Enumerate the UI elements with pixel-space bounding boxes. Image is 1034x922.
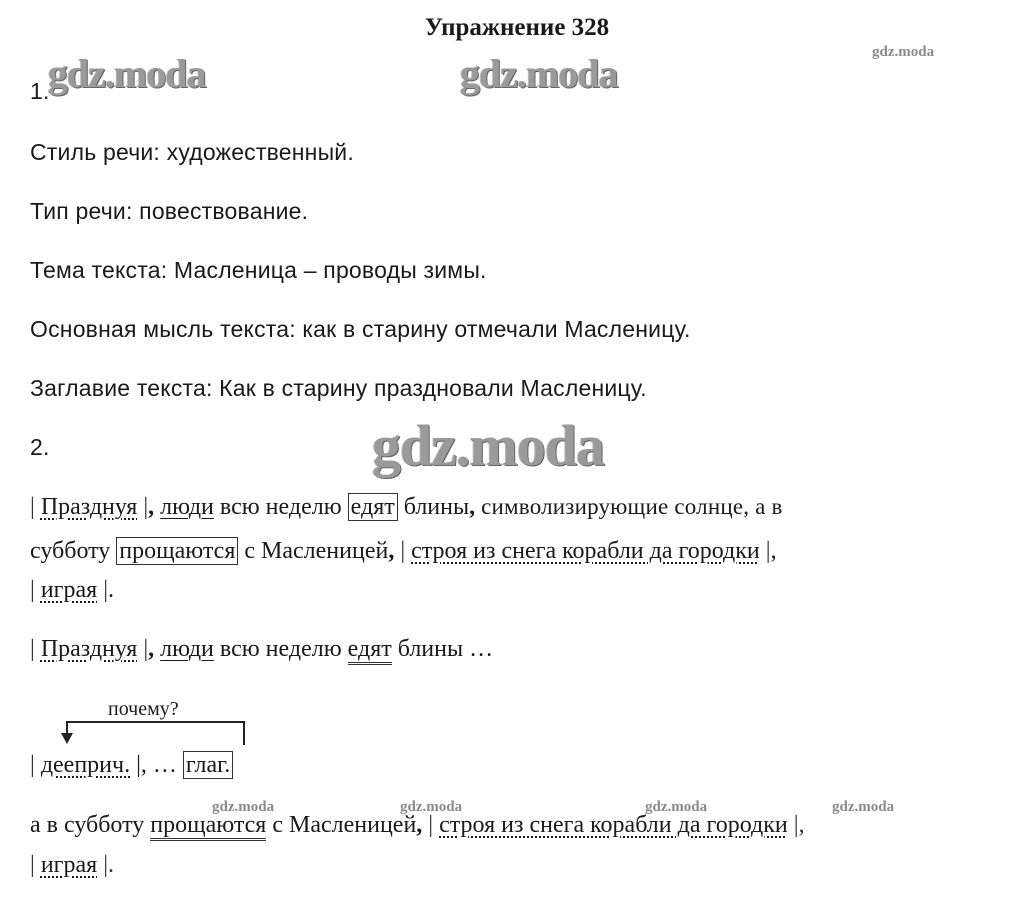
- comma-1: ,: [148, 494, 155, 520]
- word-proshchayutsya: прощаются: [116, 537, 238, 565]
- watermark-bottom-1: gdz.moda: [212, 799, 275, 815]
- scheme2-bar-open: |: [428, 812, 434, 838]
- diagram-deeprich: дееприч.: [40, 752, 131, 778]
- comma-end: ,: [770, 538, 777, 564]
- text-bliny: блины: [403, 494, 470, 520]
- scheme1-vsyu-nedelyu: всю неделю: [219, 636, 342, 662]
- text-s-maslenitsey: с Масленицей: [244, 538, 389, 564]
- word-edyat: едят: [348, 493, 398, 521]
- diagram-bar-open: |: [30, 752, 35, 778]
- scheme2-proshchayutsya: прощаются: [150, 812, 266, 841]
- scheme2-a-v-subbotu: а в субботу: [30, 812, 145, 838]
- participle-bar-close-2: |: [765, 538, 771, 564]
- section2-number: 2.: [30, 434, 50, 460]
- scheme2-stroya: строя из снега корабли да городки: [439, 812, 788, 838]
- heading-line: Заглавие текста: Как в старину праздновали Масленицу.: [30, 375, 647, 401]
- diagram-arrow-icon: [61, 733, 73, 744]
- word-prazdnuya: Празднуя: [40, 494, 138, 520]
- scheme3-end: |.: [103, 852, 115, 878]
- participle-bar-open: |: [30, 494, 35, 520]
- scheme3-igraya: играя: [40, 852, 98, 878]
- scheme-line-3: [30, 852, 114, 879]
- diagram-glag: глаг.: [183, 751, 233, 779]
- diagram-row: [30, 752, 233, 779]
- watermark-bottom-4: gdz.moda: [832, 799, 895, 815]
- type-line: Тип речи: повествование.: [30, 198, 309, 224]
- participle-bar-open-3: |: [30, 577, 35, 603]
- word-lyudi: люди: [160, 494, 214, 520]
- scheme-line-2: [30, 812, 805, 839]
- watermark-top-center: gdz.moda: [460, 51, 618, 96]
- diagram-ellipsis: |, …: [136, 752, 177, 778]
- participle-bar-open-2: |: [400, 538, 406, 564]
- comma-2: ,: [469, 494, 476, 520]
- watermark-bottom-3: gdz.moda: [645, 799, 708, 815]
- diagram-top-line: [66, 721, 243, 723]
- participle-bar-close: |: [143, 494, 149, 520]
- scheme1-bar-close: |: [143, 636, 149, 662]
- text-simvoliziruyushchie: символизирующие солнце, а в: [481, 494, 783, 519]
- watermark-middle: gdz.moda: [372, 413, 605, 478]
- theme-line: Тема текста: Масленица – проводы зимы.: [30, 257, 487, 283]
- scheme1-bar-open: |: [30, 636, 35, 662]
- scheme1-bliny: блины …: [397, 636, 494, 662]
- word-igraya: играя: [40, 577, 98, 603]
- scheme2-bar-close: |,: [793, 812, 805, 838]
- watermark-top-left: gdz.moda: [48, 51, 206, 96]
- section1-number: 1.: [30, 78, 50, 104]
- sentence-line-1: [30, 494, 783, 521]
- watermark-top-right: gdz.moda: [872, 44, 935, 60]
- scheme2-s-maslenitsey: с Масленицей: [272, 812, 417, 838]
- scheme1-prazdnuya: Празднуя: [40, 636, 138, 662]
- participle-bar-close-3: |: [103, 577, 109, 603]
- main-idea-line: Основная мысль текста: как в старину отмечали Масленицу.: [30, 316, 691, 342]
- text-subbotu: субботу: [30, 538, 111, 564]
- watermark-bottom-2: gdz.moda: [400, 799, 463, 815]
- scheme1-edyat: едят: [348, 636, 392, 665]
- phrase-stroya: строя из снега корабли да городки: [411, 538, 760, 564]
- scheme1-comma: ,: [148, 636, 155, 662]
- diagram-question: почему?: [108, 698, 179, 720]
- text-vsyu-nedelyu: всю неделю: [219, 494, 342, 520]
- comma-3: ,: [388, 538, 395, 564]
- style-line: Стиль речи: художественный.: [30, 139, 354, 165]
- scheme1-lyudi: люди: [160, 636, 214, 662]
- sentence-line-2: [30, 538, 777, 565]
- scheme3-bar-open: |: [30, 852, 35, 878]
- sentence-line-3: [30, 577, 114, 604]
- scheme-line-1: [30, 636, 493, 663]
- page-title: Упражнение 328: [424, 14, 610, 41]
- sentence-dot: .: [108, 577, 115, 603]
- scheme2-comma: ,: [416, 812, 423, 838]
- diagram-right-line: [243, 721, 245, 745]
